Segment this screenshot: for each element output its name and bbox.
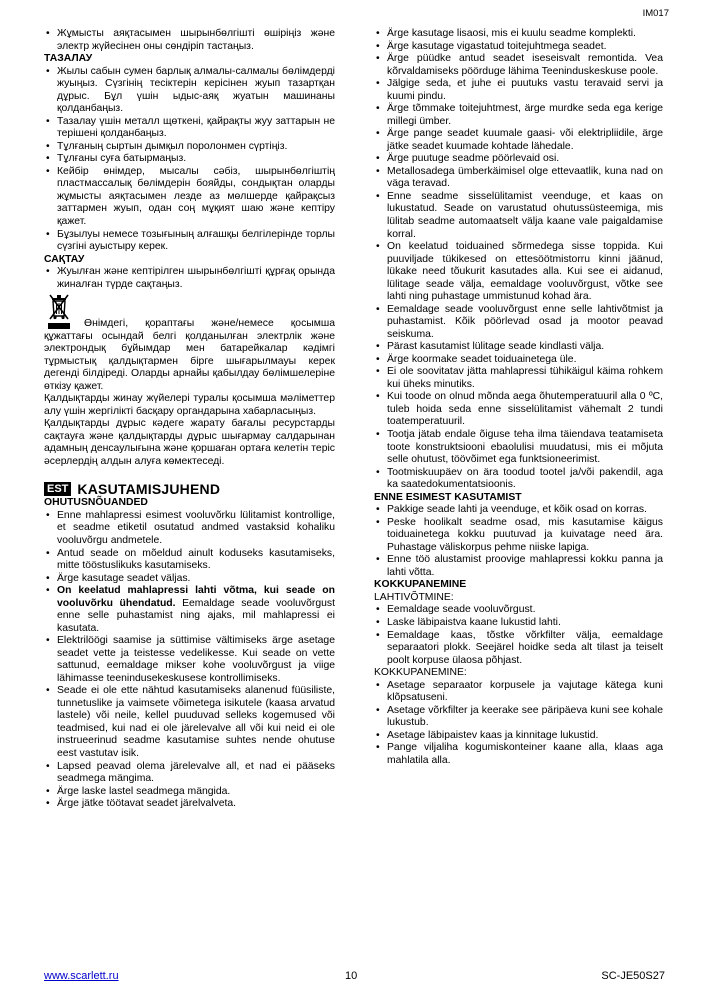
list-item: • Ärge kasutage vigastatud toitejuhtmega seadet.: [374, 41, 663, 54]
safety-heading: OHUTUSNÕUANDED: [44, 497, 148, 509]
storage-list: [44, 266, 335, 291]
list-item: • Laske läbipaistva kaane lukustid lahti.: [374, 617, 663, 630]
list-item: • Elektrilöögi saamise ja süttimise vältimiseks ärge asetage seadet vette ja teistesse vedelikesse. Kui seade on vette sattunud, eemaldage mikser kohe vooluvõrgust ja viige lähimasse teenindusekeskusese kontrollimiseks.: [44, 635, 335, 685]
right-column: [374, 28, 663, 767]
model-code: IM017: [642, 8, 669, 19]
left-column: [44, 28, 335, 811]
list-item: • Тұлғаны суға батырмаңыз.: [44, 153, 335, 166]
intro-list: [44, 28, 335, 53]
disassembly-subheading: LAHTIVÕTMINE:: [374, 591, 454, 603]
list-item: • Тұлғаның сыртын дымқыл поролонмен сүртіңіз.: [44, 141, 335, 154]
website-link[interactable]: www.scarlett.ru: [44, 970, 119, 982]
list-item: • Eemaldage seade vooluvõrgust enne selle lahtivõtmist ja puhastamist. Kõik pöörlevad osad ja mootor peavad seiskuma.: [374, 304, 663, 342]
safety-list: [44, 510, 335, 811]
assembly-list: [374, 680, 663, 768]
list-item: • Ärge pange seadet kuumale gaasi- või elektripliidile, ärge jätke seadet kuumade kohtade lähedale.: [374, 128, 663, 153]
list-item: • Metallosadega ümberkäimisel olge ettevaatlik, kuna nad on väga teravad.: [374, 166, 663, 191]
list-item: • Ärge laske lastel seadmega mängida.: [44, 786, 335, 799]
list-item: • Peske hoolikalt seadme osad, mis kasutamise käigus toiduainetega kokku puutuvad ja kuivatage need ära. Puhastage väliskorpus pehme niiske lapiga.: [374, 517, 663, 555]
assembly-subheading: KOKKUPANEMINE:: [374, 667, 467, 679]
list-item: • Pange viljaliha kogumiskonteiner kaane alla, klaas aga mahlatila alla.: [374, 742, 663, 767]
list-item: • Ärge kasutage seadet väljas.: [44, 573, 335, 586]
list-item: • Tootmiskuupäev on ära toodud tootel ja/või pakendil, aga ka saatedokumentatsioonis.: [374, 467, 663, 492]
list-item: • Жылы сабын сумен барлық алмалы-салмалы бөлімдерді жуыңыз. Сүзгінің тесіктерін керісінен жуып тазартқан дұрыс. Бұл үшін ыдыс-аяқ жуатын машинаны қолданбаңыз.: [44, 66, 335, 116]
list-item: • Ärge kasutage lisaosi, mis ei kuulu seadme komplekti.: [374, 28, 663, 41]
list-item: • Asetage separaator korpusele ja vajutage kätega kuni klõpsatuseni.: [374, 680, 663, 705]
list-item: • Ärge koormake seadet toiduainetega üle.: [374, 354, 663, 367]
weee-symbol: [44, 293, 335, 329]
list-item: • Pakkige seade lahti ja veenduge, et kõik osad on korras.: [374, 504, 663, 517]
list-item: • Kui toode on olnud mõnda aega õhutemperatuuril alla 0 ºC, tuleb hoida seda enne sisselülitamist vähemalt 2 tundi toatemperatuuril.: [374, 391, 663, 429]
list-item: • Asetage läbipaistev kaas ja kinnitage lukustid.: [374, 730, 663, 743]
list-item: • Eemaldage seade vooluvõrgust.: [374, 604, 663, 617]
list-item: • Кейбір өнімдер, мысалы сәбіз, шырынбөлгіштің пластмассалық бөлімдерін бояйды, сондықтан оларды жұмысты аяқтасымен лезде аз мөлшерде қайрақсыз заттармен жуып, одан соң мұқият шаю және кептіру қажет.: [44, 166, 335, 229]
weee-paragraph: Қалдықтарды дұрыс кәдеге жарату бағалы ресурстарды сақтауға және қалдықтарды дұрыс шығармау салдарынан адамның денсаулығына және қоршаған ортаға келетін теріс әсерлердің алдын алуға көмектеседі.: [44, 418, 335, 467]
list-item: [44, 585, 335, 635]
list-item: • Ei ole soovitatav jätta mahlapressi tühikäigul käima rohkem kui üheks minutiks.: [374, 366, 663, 391]
cleaning-list: [44, 66, 335, 254]
list-item: • Жұмысты аяқтасымен шырынбөлгішті өшіріңіз және электр жүйесінен оны сөндіріп тастаңыз.: [44, 28, 335, 53]
language-badge: EST: [44, 482, 71, 497]
list-item: • Тазалау үшін металл щөткені, қайрақты жуу заттарын не терішені қолданбаңыз.: [44, 116, 335, 141]
list-item-text: Eemaldage seade vooluvõrgust enne selle puhastamist ning ajaks, mil mahlapressi ei kasutata.: [57, 597, 335, 634]
list-item: • Eemaldage kaas, tõstke võrkfilter välja, eemaldage separaatori plokk. Seejärel hoidke seda alt tilast ja teiselt poolt korpuse ülaosa põhjast.: [374, 630, 663, 668]
list-item: • Бұзылуы немесе тозығының алғашқы белгілерінде торлы сүзгіні ауыстыру керек.: [44, 229, 335, 254]
list-item: • On keelatud toiduained sõrmedega sisse toppida. Kui puuviljade tükikesed on ettesöötmistorru kinni jäänud, lükake need tõukurit kasutades alla. Kui see ei aidanud, lülitage seade välja, eemaldage vooluvõrgust, võtke see lahti ning puhastage ummistunud kohad ära.: [374, 241, 663, 304]
page-number: 10: [345, 970, 358, 982]
first-use-heading: ENNE ESIMEST KASUTAMIST: [374, 491, 522, 503]
section-title: KASUTAMISJUHEND: [77, 480, 221, 497]
cleaning-heading: ТАЗАЛАУ: [44, 53, 93, 65]
crossed-bin-icon: [49, 293, 69, 320]
list-item: • Lapsed peavad olema järelevalve all, et nad ei pääseks seadmega mängima.: [44, 761, 335, 786]
safety-list-continued: [374, 28, 663, 492]
first-use-list: [374, 504, 663, 579]
weee-paragraph: Өнімдегі, қораптағы және/немесе қосымша құжаттағы осындай белгі қолданылған электрлік және электрондық бұйымдар мен батарейкалар кәдімгі тұрмыстық қалдықтармен бірге шығарылмауы керек дегенді білдіреді. Оларды арнайы қабылдау бөлімшелеріне өткізу қажет.: [44, 318, 335, 392]
list-item: • Jälgige seda, et juhe ei puutuks vastu teravaid servi ja kuumi pindu.: [374, 78, 663, 103]
list-item: • Seade ei ole ette nähtud kasutamiseks alanenud füüsiliste, tunnetuslike ja vaimsete võimetega isikutele (kaasa arvatud lastele) või neile, kellel puuduvad selleks kogemused või teadmised, kui nad ei ole järelevalve all või kui neid ei ole instrueerinud seadme kasutamise suhtes nende ohutuse eest vastutav isik.: [44, 685, 335, 760]
list-item: • Ärge püüdke antud seadet iseseisvalt remontida. Vea kõrvaldamiseks pöörduge lähima Teeninduskeskuse poole.: [374, 53, 663, 78]
section-title-row: [44, 481, 335, 498]
model-number: SC-JE50S27: [601, 970, 665, 982]
list-item: • Ärge jätke töötavat seadet järelvalveta.: [44, 798, 335, 811]
list-item: • Tootja jätab endale õiguse teha ilma täiendava teatamiseta toote konstruktsiooni ebaolulisi muudatusi, mis ei mõjuta selle ohutust, töövõimet ega funktsioneerimist.: [374, 429, 663, 467]
list-item: • Antud seade on mõeldud ainult koduseks kasutamiseks, mitte tööstuslikuks kasutamiseks.: [44, 548, 335, 573]
list-item: • Ärge tõmmake toitejuhtmest, ärge murdke seda ega kerige millegi ümber.: [374, 103, 663, 128]
list-item: • Pärast kasutamist lülitage seade kindlasti välja.: [374, 341, 663, 354]
list-item: • Жуылған және кептірілген шырынбөлгішті құрғақ орында жиналған түрде сақтаңыз.: [44, 266, 335, 291]
weee-bar: [48, 323, 70, 329]
list-item: • Ärge puutuge seadme pöörlevaid osi.: [374, 153, 663, 166]
list-item: • Asetage võrkfilter ja keerake see päripäeva kuni see kohale lukustub.: [374, 705, 663, 730]
storage-heading: САҚТАУ: [44, 253, 85, 265]
list-item: • Enne töö alustamist proovige mahlapressi kokku panna ja lahti võtta.: [374, 554, 663, 579]
warning-text: On keelatud mahlapressi lahti võtma, kui seade on vooluvõrku ühendatud.: [57, 585, 335, 609]
list-item: • Enne seadme sisselülitamist veenduge, et kaas on lukustatud. Seade on varustatud ohutussüsteemiga, mis lülitab seadme automaatselt välja kaane vale paigaldamise korral.: [374, 191, 663, 241]
disassembly-list: [374, 604, 663, 667]
assembly-heading: KOKKUPANEMINE: [374, 579, 467, 591]
weee-paragraph: Қалдықтарды жинау жүйелері туралы қосымша мәліметтер алу үшін жергілікті басқару органдарына хабарласыңыз.: [44, 393, 335, 417]
list-item: • Enne mahlapressi esimest vooluvõrku lülitamist kontrollige, et seadme etiketil osutatud andmed vastaksid kohaliku vooluvõrgu andmetele.: [44, 510, 335, 548]
